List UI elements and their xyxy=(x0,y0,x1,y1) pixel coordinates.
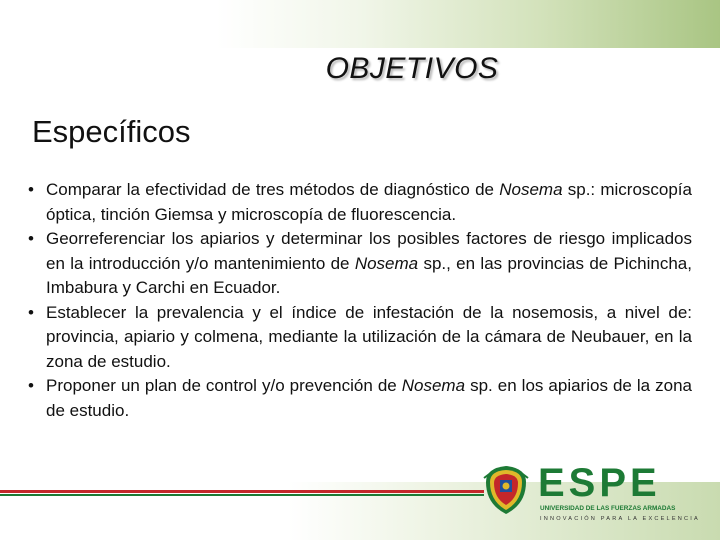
footer-red-rule xyxy=(0,490,484,493)
objectives-list xyxy=(28,178,692,423)
slide-subtitle: Específicos xyxy=(32,114,191,149)
objective-item xyxy=(28,301,692,375)
objective-text: sp., en las provincias de Pichincha, Imbabura y Carchi en Ecuador. xyxy=(46,253,692,297)
espe-logo xyxy=(480,458,712,530)
objective-text: Georreferenciar los apiarios y determinar los posibles factores de riesgo implicados en la introducción y/o mantenimiento de xyxy=(46,229,692,273)
species-name: Nosema xyxy=(354,253,419,273)
slide-title-text: OBJETIVOS xyxy=(325,52,499,85)
bullet-marker: • xyxy=(28,180,34,199)
header-gradient-band xyxy=(0,0,720,48)
logo-tagline: INNOVACIÓN PARA LA EXCELENCIA xyxy=(540,516,700,522)
bullet-marker: • xyxy=(28,302,34,322)
objective-text: Establecer la prevalencia y el índice de infestación de la nosemosis, a nivel de: provincia, apiario y colmena, mediante la utilización de la cámara de Neubauer, en la zona de estudio. xyxy=(46,302,692,371)
species-name: Nosema xyxy=(401,376,466,395)
objective-text: Comparar la efectividad de tres métodos de diagnóstico de xyxy=(46,180,500,199)
species-name: Nosema xyxy=(499,180,563,199)
objective-item xyxy=(28,227,692,301)
objective-text: sp.: microscopía óptica, tinción Giemsa y microscopía de fluorescencia. xyxy=(46,180,692,224)
footer-green-rule xyxy=(0,494,484,496)
bullet-marker: • xyxy=(28,229,34,248)
slide-title xyxy=(0,52,720,86)
objective-text: Proponer un plan de control y/o prevención de xyxy=(46,376,402,395)
objective-item xyxy=(28,178,692,227)
bullet-marker: • xyxy=(28,376,34,395)
logo-university-name: UNIVERSIDAD DE LAS FUERZAS ARMADAS xyxy=(540,505,676,512)
objective-item xyxy=(28,374,692,423)
university-crest-icon xyxy=(484,466,528,514)
objective-text: sp. en los apiarios de la zona de estudio. xyxy=(46,376,692,420)
logo-wordmark: ESPE xyxy=(538,461,661,505)
